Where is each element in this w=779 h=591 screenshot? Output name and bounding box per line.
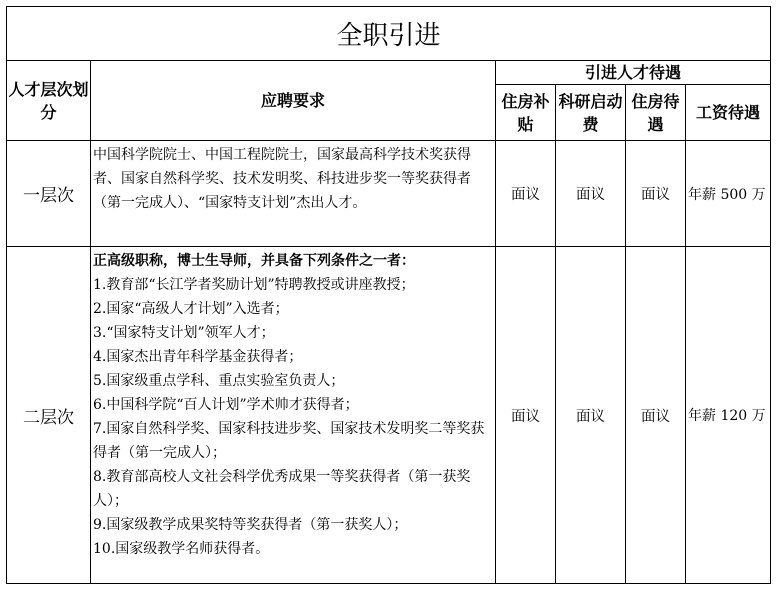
talent-policy-table [6, 6, 771, 584]
requirements-cell [91, 247, 496, 584]
requirements-cell [91, 141, 496, 247]
requirement-item: 10.国家级教学名师获得者。 [93, 541, 270, 557]
tier-label: 一层次 [7, 141, 91, 247]
requirement-item: 中国科学院院士、中国工程院院士，国家最高科学技术奖获得者、国家自然科学奖、技术发明奖、科技进步奖一等奖获得者（第一完成人）、“国家特支计划”杰出人才。 [93, 147, 471, 211]
header-research-startup: 科研启动费 [556, 85, 626, 141]
header-salary: 工资待遇 [686, 85, 771, 141]
housing-value: 面议 [626, 141, 686, 247]
requirement-item: 5.国家级重点学科、重点实验室负责人； [93, 373, 345, 389]
housing-subsidy-value: 面议 [496, 247, 556, 584]
salary-value: 年薪 500 万 [686, 141, 771, 247]
requirement-item: 3.“国家特支计划”领军人才； [93, 325, 275, 341]
header-benefits-group: 引进人才待遇 [496, 61, 771, 85]
table-title: 全职引进 [7, 7, 771, 61]
table-row [7, 141, 771, 247]
table-row [7, 247, 771, 584]
housing-subsidy-value: 面议 [496, 141, 556, 247]
research-startup-value: 面议 [556, 247, 626, 584]
salary-value: 年薪 120 万 [686, 247, 771, 584]
requirement-item: 1.教育部“长江学者奖励计划”特聘教授或讲座教授； [93, 277, 415, 293]
housing-value: 面议 [626, 247, 686, 584]
requirement-item: 6.中国科学院“百人计划”学术帅才获得者； [93, 397, 359, 413]
requirement-lead: 正高级职称，博士生导师，并具备下列条件之一者： [93, 253, 415, 269]
research-startup-value: 面议 [556, 141, 626, 247]
requirement-item: 7.国家自然科学奖、国家科技进步奖、国家技术发明奖二等奖获得者（第一完成人）； [93, 421, 485, 461]
header-requirements: 应聘要求 [91, 61, 496, 141]
requirement-item: 8.教育部高校人文社会科学优秀成果一等奖获得者（第一获奖人）； [93, 469, 471, 509]
header-housing-subsidy: 住房补贴 [496, 85, 556, 141]
header-tier: 人才层次划分 [7, 61, 91, 141]
requirement-item: 4.国家杰出青年科学基金获得者； [93, 349, 303, 365]
requirement-item: 2.国家“高级人才计划”入选者； [93, 301, 289, 317]
requirement-item: 9.国家级教学成果奖特等奖获得者（第一获奖人）； [93, 517, 408, 533]
header-housing: 住房待遇 [626, 85, 686, 141]
tier-label: 二层次 [7, 247, 91, 584]
